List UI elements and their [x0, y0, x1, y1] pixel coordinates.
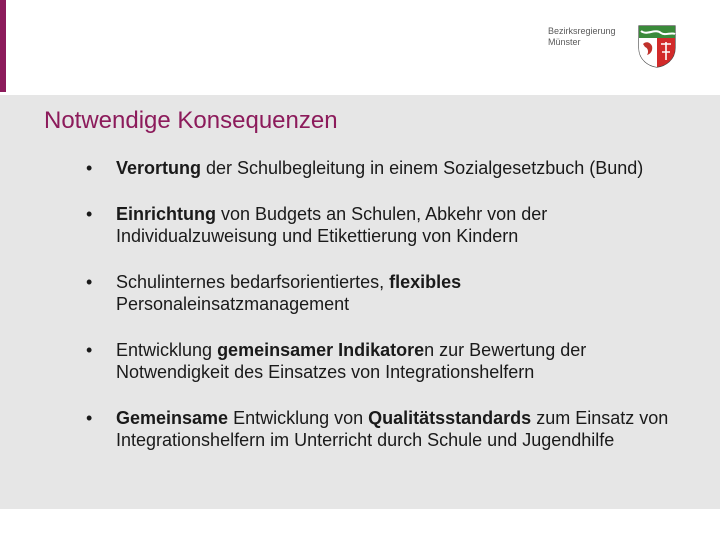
bullet-text: n zur Bewertung der Notwendigkeit des Einsatzes von Integrationshelfern: [116, 340, 587, 382]
content-area: [0, 95, 720, 509]
slide-title: Notwendige Konsequenzen: [44, 107, 338, 134]
organization-name: [548, 26, 616, 48]
bullet-dot: •: [86, 272, 93, 292]
bullet-dot: •: [86, 408, 93, 428]
bullet-item: [86, 271, 686, 315]
org-line-1: Bezirksregierung: [548, 26, 616, 36]
org-line-2: Münster: [548, 37, 581, 47]
accent-bar: [0, 0, 6, 92]
bullet-emphasis: gemeinsamer Indikatore: [217, 340, 425, 360]
bullet-text: der Schulbegleitung in einem Sozialgesetzbuch (Bund): [201, 158, 644, 178]
bullet-item: [86, 203, 686, 247]
bullet-emphasis: Verortung: [116, 158, 202, 178]
bullet-list: [86, 157, 686, 475]
bullet-emphasis: Einrichtung: [116, 204, 216, 224]
bullet-emphasis: Gemeinsame: [116, 408, 229, 428]
bullet-emphasis: flexibles: [389, 272, 462, 292]
bullet-text: Personaleinsatzmanagement: [116, 294, 350, 314]
bullet-item: [86, 157, 686, 179]
bullet-dot: •: [86, 204, 93, 224]
bullet-text: Entwicklung von: [228, 408, 369, 428]
nrw-coat-of-arms-icon: [637, 24, 677, 68]
bullet-text: zum Einsatz von Integrationshelfern im Unterricht durch Schule und Jugendhilfe: [116, 408, 669, 450]
bullet-item: [86, 339, 686, 383]
bullet-text: von Budgets an Schulen, Abkehr von der Individualzuweisung und Etikettierung von Kindern: [116, 204, 548, 246]
bullet-text: Entwicklung: [116, 340, 218, 360]
bullet-item: [86, 407, 686, 451]
footer-area: [0, 509, 720, 540]
bullet-dot: •: [86, 340, 93, 360]
bullet-text: Schulinternes bedarfsorientiertes,: [116, 272, 390, 292]
bullet-dot: •: [86, 158, 93, 178]
bullet-emphasis: Qualitätsstandards: [368, 408, 532, 428]
